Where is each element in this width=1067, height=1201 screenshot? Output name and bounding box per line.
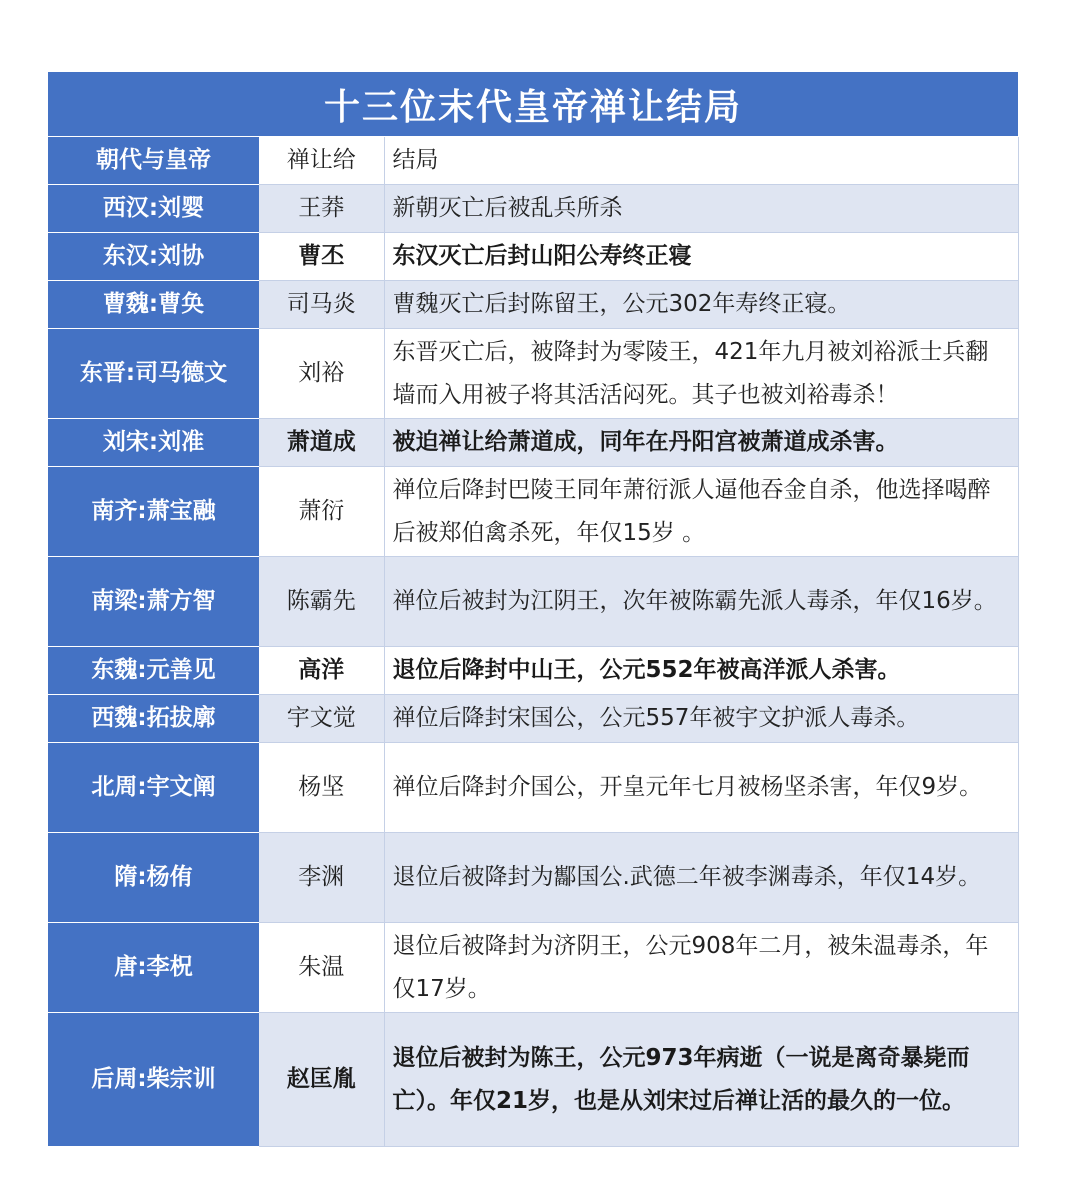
outcome-cell: 退位后被降封为济阴王，公元908年二月，被朱温毒杀，年仅17岁。 [384,923,1018,1013]
dynasty-cell: 刘宋:刘准 [48,419,259,467]
successor-cell: 王莽 [259,185,384,233]
outcome-cell: 禅位后降封介国公，开皇元年七月被杨坚杀害，年仅9岁。 [384,743,1018,833]
dynasty-cell: 南齐:萧宝融 [48,467,259,557]
outcome-cell: 退位后被封为陈王，公元973年病逝（一说是离奇暴毙而亡）。年仅21岁，也是从刘宋过后禅让活的最久的一位。 [384,1013,1018,1147]
table-row [48,329,1018,419]
dynasty-cell: 北周:宇文阐 [48,743,259,833]
header-row [48,137,1018,185]
dynasty-cell: 后周:柴宗训 [48,1013,259,1147]
dynasty-cell: 唐:李柷 [48,923,259,1013]
outcome-cell: 东汉灭亡后封山阳公寿终正寝 [384,233,1018,281]
dynasty-cell: 南梁:萧方智 [48,557,259,647]
outcome-cell: 禅位后被封为江阴王，次年被陈霸先派人毒杀，年仅16岁。 [384,557,1018,647]
table-row [48,419,1018,467]
successor-cell: 萧衍 [259,467,384,557]
outcome-cell: 曹魏灭亡后封陈留王，公元302年寿终正寝。 [384,281,1018,329]
table-title: 十三位末代皇帝禅让结局 [48,72,1018,137]
dynasty-cell: 东魏:元善见 [48,647,259,695]
dynasty-cell: 西魏:拓拔廓 [48,695,259,743]
table-row [48,467,1018,557]
header-outcome: 结局 [384,137,1018,185]
table-sheet [48,72,1018,1147]
outcome-cell: 禅位后降封巴陵王同年萧衍派人逼他吞金自杀，他选择喝醉后被郑伯禽杀死，年仅15岁 。 [384,467,1018,557]
successor-cell: 陈霸先 [259,557,384,647]
abdication-table [48,137,1019,1147]
table-row [48,923,1018,1013]
successor-cell: 萧道成 [259,419,384,467]
successor-cell: 司马炎 [259,281,384,329]
successor-cell: 李渊 [259,833,384,923]
dynasty-cell: 东汉:刘协 [48,233,259,281]
outcome-cell: 禅位后降封宋国公，公元557年被宇文护派人毒杀。 [384,695,1018,743]
table-row [48,233,1018,281]
successor-cell: 宇文觉 [259,695,384,743]
successor-cell: 杨坚 [259,743,384,833]
outcome-cell: 被迫禅让给萧道成，同年在丹阳宫被萧道成杀害。 [384,419,1018,467]
header-dynasty: 朝代与皇帝 [48,137,259,185]
outcome-cell: 东晋灭亡后，被降封为零陵王，421年九月被刘裕派士兵翻墙而入用被子将其活活闷死。其子也被刘裕毒杀！ [384,329,1018,419]
outcome-cell: 退位后降封中山王，公元552年被高洋派人杀害。 [384,647,1018,695]
successor-cell: 高洋 [259,647,384,695]
successor-cell: 朱温 [259,923,384,1013]
header-successor: 禅让给 [259,137,384,185]
table-row [48,281,1018,329]
outcome-cell: 退位后被降封为酅国公.武德二年被李渊毒杀，年仅14岁。 [384,833,1018,923]
dynasty-cell: 西汉:刘婴 [48,185,259,233]
dynasty-cell: 隋:杨侑 [48,833,259,923]
successor-cell: 曹丕 [259,233,384,281]
table-row [48,185,1018,233]
table-row [48,557,1018,647]
outcome-cell: 新朝灭亡后被乱兵所杀 [384,185,1018,233]
table-row [48,1013,1018,1147]
successor-cell: 刘裕 [259,329,384,419]
successor-cell: 赵匡胤 [259,1013,384,1147]
table-row [48,695,1018,743]
dynasty-cell: 曹魏:曹奂 [48,281,259,329]
table-row [48,743,1018,833]
table-row [48,833,1018,923]
table-row [48,647,1018,695]
dynasty-cell: 东晋:司马德文 [48,329,259,419]
